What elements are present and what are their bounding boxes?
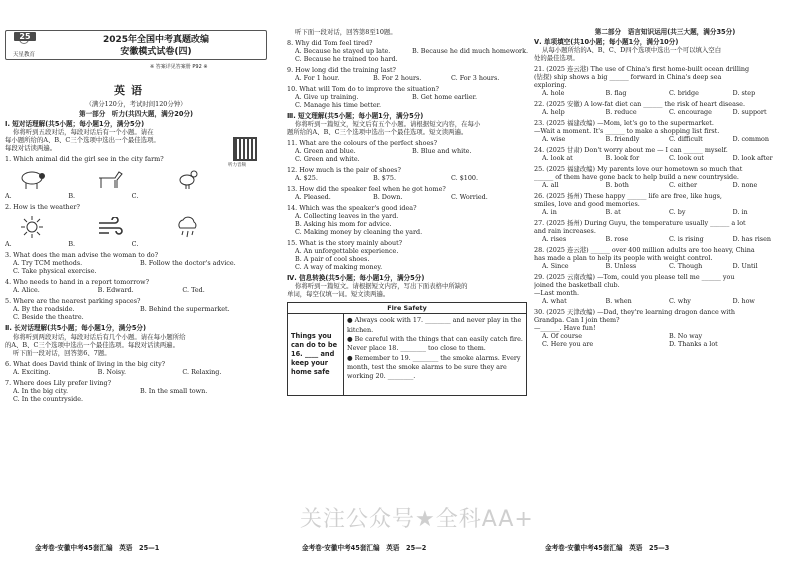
option: D. has risen (732, 235, 771, 244)
question-text: —Last month. (534, 289, 580, 298)
option: B. Blue and white. (412, 147, 472, 156)
option: C. either (669, 181, 698, 190)
chicken-icon (171, 166, 205, 192)
option: B. rose (605, 235, 629, 244)
option: C. Green and white. (295, 155, 360, 164)
instruction: 从每小题所给的A、B、C、D四个选项中选出一个可以填入空白 (542, 46, 722, 55)
option: C. is rising (669, 235, 704, 244)
option: D. Until (732, 262, 758, 271)
option: B. both (605, 181, 629, 190)
fire-safety-table (287, 302, 527, 395)
question-text: —______. Have fun! (534, 324, 596, 333)
option: A. Of course (542, 332, 582, 341)
option: C. Beside the theatre. (13, 313, 84, 322)
question-text: and rain increases. (534, 227, 596, 236)
option: A. look at (542, 154, 573, 163)
option: B. when (605, 297, 632, 306)
option: A. Try TCM methods. (13, 259, 83, 268)
option: B. Asking his mom for advice. (295, 220, 392, 229)
question-8: 8. Why did Tom feel tired? (287, 39, 373, 47)
horse-icon (93, 166, 127, 192)
option: B. Edward. (97, 286, 134, 295)
option: B. In the small town. (140, 386, 208, 395)
option: B. look for (605, 154, 640, 163)
option: C. encourage (669, 108, 712, 117)
option: B. For 2 hours. (373, 74, 422, 82)
option: B. Get home earlier. (412, 93, 477, 101)
question-10: 10. What will Tom do to improve the situation? (287, 85, 439, 93)
question-text: (钻探) ship shows a big ______ forward in China's deep sea (534, 73, 722, 82)
question-26: 26. (2025 扬州) These happy ______ life are free, like hugs, (534, 192, 722, 201)
sheep-icon (15, 166, 49, 192)
question-25: 25. (2025 福建改编) My parents love our hometown so much that (534, 165, 743, 174)
table-right-cell (344, 314, 526, 394)
option: A. By the roadside. (13, 305, 75, 314)
option: C. bridge (669, 89, 699, 98)
option: B. Noisy. (97, 367, 126, 376)
option: B. Follow the doctor's advice. (140, 259, 236, 268)
instruction: 每小题所给的A、B、C三个选项中选出一个最佳选项。 (5, 136, 160, 145)
question-27: 27. (2025 扬州) During Guyu, the temperature usually ______ a lot (534, 219, 746, 228)
option: C. Though (669, 262, 703, 271)
qr-code (233, 137, 257, 161)
instruction: 你将听到五段对话，每段对话后有一个小题。请在 (13, 128, 154, 137)
instruction: 处的最佳选项。 (534, 54, 579, 63)
instruction: 题所给的A、B、C三个选项中选出一个最佳选项。短文读两遍。 (287, 128, 468, 137)
subject-title: 英语 (114, 84, 148, 97)
q2-labels: A. B. C. (5, 240, 139, 249)
option: A. Give up training. (295, 93, 359, 101)
question-21: 21. (2025 连云港) The use of China's first home-built ocean drilling (534, 65, 750, 74)
option: A. $25. (295, 174, 318, 183)
table-item: ● Always cook with 17. ________ and never play in the kitchen. (347, 316, 522, 334)
option: C. Making money by cleaning the yard. (295, 228, 423, 237)
option: D. support (732, 108, 767, 117)
footer-page-1: 金考卷·安徽中考45套汇编 英语 25—1 (35, 544, 160, 552)
option: A. Pleased. (295, 193, 331, 202)
option: A. all (542, 181, 559, 190)
option: C. look out (669, 154, 704, 163)
question-30: 30. (2025 天津改编) —Dad, they're learning dragon dance with (534, 308, 735, 317)
part1-heading: 第一部分 听力(共四大题，满分20分) (78, 110, 194, 118)
option: A. wise (542, 135, 566, 144)
question-3: 3. What does the man advise the woman to do? (5, 251, 159, 260)
option: C. A way of making money. (295, 263, 383, 272)
part2-heading: 第二部分 语言知识运用(共三大题，满分35分) (594, 28, 736, 36)
watermark: 关注公众号★全科AA+ (300, 507, 534, 532)
q1-pictures (15, 166, 205, 192)
option: B. $75. (373, 174, 396, 183)
option: A. help (542, 108, 565, 117)
question-24: 24. (2025 甘肃) Don't worry about me — I can ______ myself. (534, 146, 728, 155)
option: A. For 1 hour. (295, 74, 340, 82)
option: C. by (669, 208, 686, 217)
option: D. step (732, 89, 756, 98)
option: B. Down. (373, 193, 403, 202)
sun-icon (15, 214, 49, 240)
question-text: exploring. (534, 81, 567, 90)
option: A. Exciting. (13, 367, 51, 376)
question-11: 11. What are the colours of the perfect shoes? (287, 139, 437, 148)
table-item: ● Remember to 19. ________ the smoke alarms. Every month, test the smoke alarms to be sure they are working 20. ________. (347, 353, 521, 381)
paper-title: 2025年全国中考真题改编 (102, 35, 210, 45)
instruction: 单词，每空仅填一词。短文读两遍。 (287, 290, 390, 299)
option: B. Because he did much homework. (412, 47, 529, 55)
column-3 (534, 28, 796, 540)
q1-labels: A. B. C. (5, 192, 139, 201)
footer-page-3: 金考卷·安徽中考45套汇编 英语 25—3 (545, 544, 670, 552)
option: B. A pair of cool shoes. (295, 255, 370, 264)
option: D. common (732, 135, 769, 144)
question-22: 22. (2025 安徽) A low-fat diet can ______ the risk of heart disease. (534, 100, 745, 109)
question-4: 4. Who needs to hand in a report tomorrow? (5, 278, 150, 287)
option: A. Because he stayed up late. (295, 47, 391, 55)
option: C. why (669, 297, 691, 306)
footer-page-2: 金考卷·安徽中考45套汇编 英语 25—2 (302, 544, 427, 552)
answer-reference: ※ 答案详见答案册 P92 ※ (150, 64, 208, 70)
option: D. Thanks a lot (669, 340, 718, 349)
q2-pictures (15, 214, 205, 240)
option: D. how (732, 297, 755, 306)
question-9: 9. How long did the training last? (287, 66, 396, 74)
option: A. Since (542, 262, 569, 271)
paper-number-badge: 25 (14, 32, 36, 41)
option: A. what (542, 297, 567, 306)
column-2 (287, 28, 529, 540)
option: C. Take physical exercise. (13, 267, 97, 276)
option: B. No way (669, 332, 703, 341)
option: B. Unless (605, 262, 637, 271)
question-text: has made a plan to help its people with weight control. (534, 254, 713, 263)
option: D. none (732, 181, 758, 190)
question-15: 15. What is the story mainly about? (287, 239, 403, 248)
table-title: Fire Safety (288, 303, 526, 314)
question-14: 14. Which was the speaker's good idea? (287, 204, 417, 213)
wind-icon (93, 214, 127, 240)
table-item: ● Be careful with the things that can easily catch fire. Never place 18. ________ too close to them. (347, 335, 523, 353)
question-29: 29. (2025 云南改编) —Tom, could you please tell me ______ you (534, 273, 735, 282)
option: A. Alice. (13, 286, 40, 295)
option: A. In the big city. (13, 386, 69, 395)
instruction: 听下面一段对话，回答第6、7题。 (13, 348, 111, 357)
instruction: 每段对话读两遍。 (5, 144, 57, 153)
qr-label: 听力音频 (228, 163, 246, 168)
option: A. in (542, 208, 557, 217)
question-text: ______ of them have gone back to help build a new countryside. (534, 173, 739, 182)
option: C. In the countryside. (13, 394, 84, 403)
section-4-heading: Ⅳ. 信息转换(共5小题；每小题1分，满分5分) (287, 274, 425, 283)
question-text: —Wait a moment. It's ______ to make a shopping list first. (534, 127, 720, 136)
option: C. Ted. (182, 286, 205, 295)
option: C. Here you are (542, 340, 594, 349)
question-28: 28. (2025 连云港) ______ over 400 million adults are too heavy, China (534, 246, 755, 255)
option: C. Manage his time better. (295, 101, 382, 109)
option: C. Because he trained too hard. (295, 55, 398, 63)
paper-header (5, 30, 267, 60)
option: C. Worried. (451, 193, 488, 202)
option: B. flag (605, 89, 627, 98)
option: B. at (605, 208, 621, 217)
publisher-logo: 天星教育 (6, 31, 42, 61)
option: D. in (732, 208, 748, 217)
question-6: 6. What does David think of living in the big city? (5, 359, 166, 368)
question-1: 1. Which animal did the girl see in the city farm? (5, 155, 164, 164)
question-2: 2. How is the weather? (5, 203, 80, 212)
instruction: 你将听到一篇短文。请根据短文内容，写出下面表格中所缺的 (295, 282, 468, 291)
question-5: 5. Where are the nearest parking spaces? (5, 297, 141, 306)
section-5-heading: Ⅴ. 单项填空(共10小题；每小题1分，满分10分) (534, 38, 679, 47)
instruction: 你将听到一篇短文，短文后有五个小题。请根据短文内容，在每小 (295, 120, 481, 129)
option: C. $100. (451, 174, 479, 183)
option: B. reduce (605, 108, 637, 117)
instruction: 听下面一段对话，回答第8至10题。 (295, 28, 397, 36)
option: D. look after (732, 154, 773, 163)
question-text: joined the basketball club. (534, 281, 620, 290)
score-time: （满分120分，考试时间120分钟） (85, 100, 187, 108)
rain-cloud-icon (171, 214, 205, 240)
paper-subtitle: 安徽模式试卷(四) (120, 47, 192, 57)
table-left-cell: Things you can do to be 16. ____ and keep your home safe (288, 314, 344, 394)
question-7: 7. Where does Lily prefer living? (5, 378, 112, 387)
option: C. Relaxing. (182, 367, 222, 376)
option: B. Behind the supermarket. (140, 305, 230, 314)
question-12: 12. How much is the pair of shoes? (287, 166, 401, 175)
option: A. Collecting leaves in the yard. (295, 212, 399, 221)
instruction: 的A、B、C三个选项中选出一个最佳选项。每段对话读两遍。 (5, 340, 179, 349)
section-2-heading: Ⅱ. 长对话理解(共5小题；每小题1分，满分5分) (5, 324, 147, 333)
option: A. rises (542, 235, 567, 244)
question-23: 23. (2025 福建改编) —Mom, let's go to the supermarket. (534, 119, 714, 128)
option: A. An unforgettable experience. (295, 247, 399, 256)
option: C. difficult (669, 135, 703, 144)
option: C. For 3 hours. (451, 74, 500, 82)
question-text: Grandpa. Can I join them? (534, 316, 620, 325)
question-13: 13. How did the speaker feel when he got home? (287, 185, 446, 194)
section-3-heading: Ⅲ. 短文理解(共5小题；每小题1分，满分5分) (287, 112, 424, 120)
section-1-heading: Ⅰ. 短对话理解(共5小题；每小题1分，满分5分) (5, 120, 145, 129)
question-text: smiles, love and good memories. (534, 200, 640, 209)
option: B. friendly (605, 135, 640, 144)
option: A. Green and blue. (295, 147, 356, 156)
instruction: 你将听到两段对话，每段对话后有几个小题。请在每小题所给 (13, 332, 186, 341)
option: A. hole (542, 89, 565, 98)
